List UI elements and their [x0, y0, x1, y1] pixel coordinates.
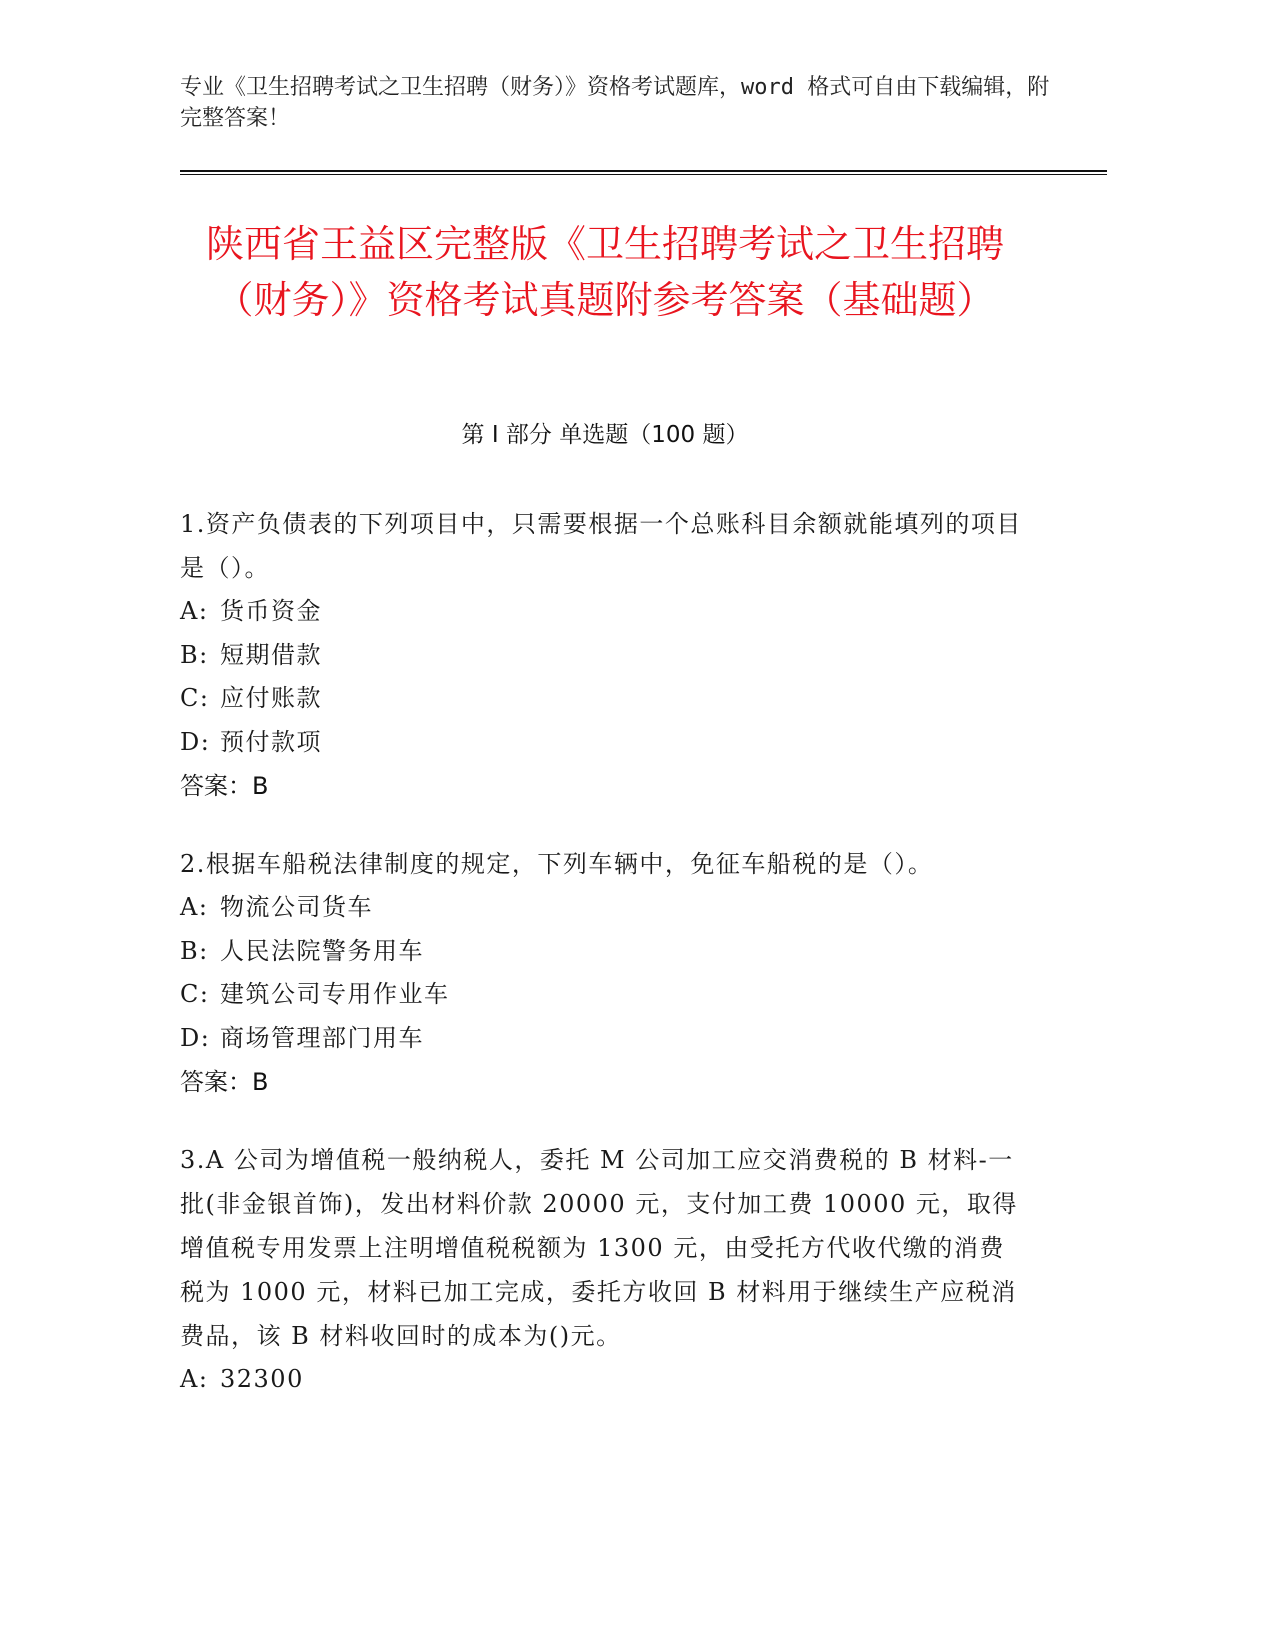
option-c [180, 973, 1030, 1017]
option-key: C: [180, 980, 210, 1008]
option-text: 物流公司货车 [220, 893, 373, 921]
option-a [180, 1358, 1030, 1402]
option-key: A: [180, 597, 209, 625]
option-text: 人民法院警务用车 [220, 936, 424, 965]
answer-line: 答案：B [180, 1068, 269, 1096]
option-d [180, 721, 1030, 765]
section-heading: 第 I 部分 单选题（100 题） [461, 422, 749, 448]
option-key: D: [180, 1023, 211, 1052]
option-d [180, 1017, 1030, 1061]
answer-line: 答案：B [180, 772, 269, 800]
document-title: 陕西省王益区完整版《卫生招聘考试之卫生招聘（财务）》资格考试真题附参考答案（基础题） [205, 222, 1004, 322]
question-list [180, 502, 1030, 1436]
question-stem: 1.资产负债表的下列项目中，只需要根据一个总账科目余额就能填列的项目是（）。 [180, 510, 1022, 582]
option-key: B: [180, 640, 209, 669]
option-key: B: [180, 936, 209, 965]
option-text: 预付款项 [220, 727, 322, 756]
header-note: 专业《卫生招聘考试之卫生招聘（财务）》资格考试题库，word 格式可自由下载编辑，附完整答案！ [180, 75, 1050, 131]
question-stem: 3.A 公司为增值税一般纳税人，委托 M 公司加工应交消费税的 B 材料-一批(非金银首饰)，发出材料价款 20000 元，支付加工费 10000 元，取得增值税专用发票上注明增值税税额为 1300 元，由受托方代收代缴的消费税为 1000 元，材料已加工完成，委托方收回 B 材料用于继续生产应税消费品，该 B 材料收回时的成本为()元。 [180, 1146, 1018, 1350]
option-text: 建筑公司专用作业车 [220, 980, 450, 1008]
question-stem: 2.根据车船税法律制度的规定，下列车辆中，免征车船税的是（）。 [180, 850, 934, 878]
option-key: A: [180, 1365, 209, 1393]
option-c [180, 677, 1030, 721]
option-text: 应付账款 [220, 684, 322, 712]
option-text: 商场管理部门用车 [220, 1023, 424, 1052]
option-a [180, 886, 1030, 930]
header-divider [180, 170, 1107, 175]
option-key: A: [180, 893, 209, 921]
option-b [180, 634, 1030, 678]
option-key: D: [180, 727, 211, 756]
option-key: C: [180, 684, 210, 712]
option-text: 短期借款 [220, 640, 322, 669]
option-b [180, 930, 1030, 974]
option-text: 32300 [220, 1365, 304, 1393]
question-3 [180, 1138, 1030, 1402]
option-a [180, 590, 1030, 634]
question-1 [180, 502, 1030, 808]
question-2 [180, 842, 1030, 1104]
option-text: 货币资金 [220, 597, 322, 625]
